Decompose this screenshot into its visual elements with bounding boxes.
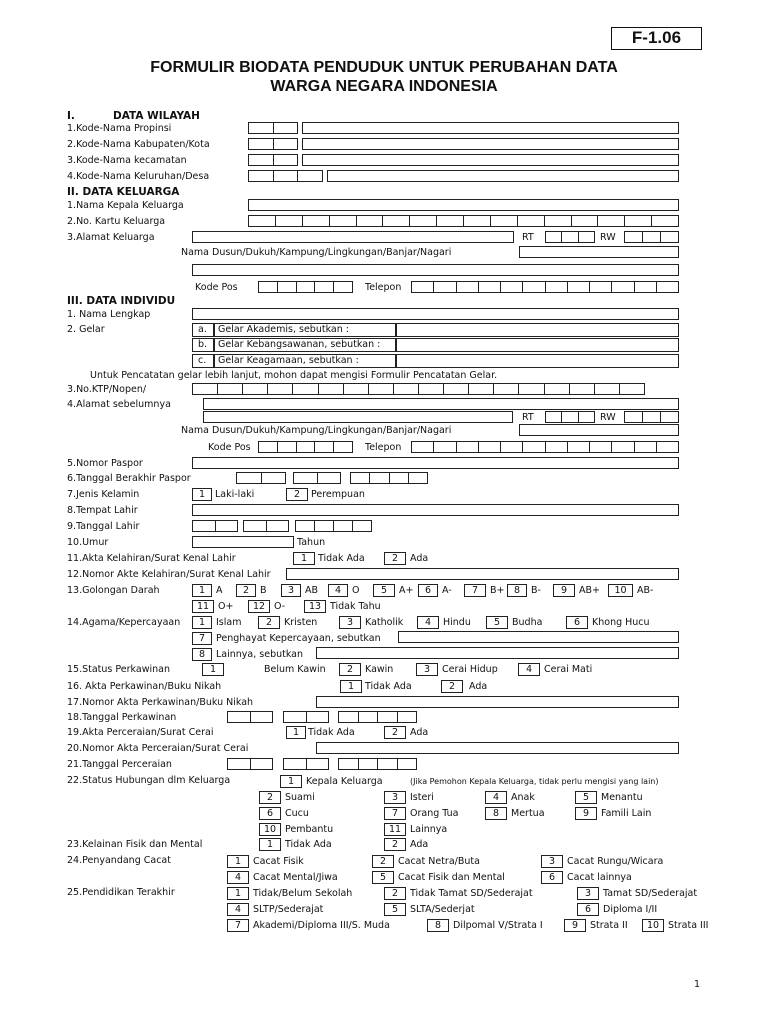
label-rt: RT xyxy=(522,232,534,243)
divider xyxy=(395,354,397,368)
label-kelurahan: 4.Kode-Nama Keluruhan/Desa xyxy=(67,171,210,182)
religion-option-label: Khong Hucu xyxy=(592,617,650,628)
religion-option-label: Penghayat Kepercayaan, sebutkan xyxy=(216,633,381,644)
checkbox-cerai-tidak-ada[interactable]: 1 xyxy=(286,726,306,739)
label-rw: RW xyxy=(600,232,616,243)
input-paspor[interactable] xyxy=(192,457,679,469)
gelar-b-opt: b. xyxy=(198,339,208,350)
relation-option-box[interactable]: 9 xyxy=(575,807,597,820)
input-no-akta-kawin[interactable] xyxy=(316,696,679,708)
divider xyxy=(395,338,397,352)
label-propinsi: 1.Kode-Nama Propinsi xyxy=(67,123,172,134)
education-option-label: Dilpomal V/Strata I xyxy=(453,920,543,931)
label-rw-2: RW xyxy=(600,412,616,423)
label-penyandang-cacat: 24.Penyandang Cacat xyxy=(67,855,171,866)
label-tidak-ada: Tidak Ada xyxy=(318,553,365,564)
input-no-akta-cerai[interactable] xyxy=(316,742,679,754)
code-propinsi[interactable] xyxy=(248,122,298,134)
disability-option-label: Cacat Mental/Jiwa xyxy=(253,872,338,883)
marital-option-box[interactable]: 2 xyxy=(339,663,361,676)
checkbox-akta-ada[interactable]: 2 xyxy=(384,552,406,565)
input-umur[interactable] xyxy=(192,536,294,548)
label-akta-kawin: 16. Akta Perkawinan/Buku Nikah xyxy=(67,681,222,692)
religion-option-box[interactable]: 3 xyxy=(339,616,361,629)
label-alamat-sebelumnya: 4.Alamat sebelumnya xyxy=(67,399,171,410)
disability-option-box[interactable]: 4 xyxy=(227,871,249,884)
input-penghayat[interactable] xyxy=(398,631,679,643)
label-umur: 10.Umur xyxy=(67,537,109,548)
disability-option-box[interactable]: 5 xyxy=(372,871,394,884)
label-tgl-kawin: 18.Tanggal Perkawinan xyxy=(67,712,177,723)
relation-option-box[interactable]: 1 xyxy=(280,775,302,788)
label-cerai-ada: Ada xyxy=(410,727,429,738)
label-tanggal-lahir: 9.Tanggal Lahir xyxy=(67,521,140,532)
checkbox-kawin-tidak-ada[interactable]: 1 xyxy=(340,680,362,693)
input-agama-lainnya[interactable] xyxy=(316,647,679,659)
input-tgl-paspor-dd[interactable] xyxy=(236,472,286,484)
input-nama-lengkap[interactable] xyxy=(192,308,679,320)
name-kabupaten[interactable] xyxy=(302,138,679,150)
marital-option-label: Kawin xyxy=(365,664,394,675)
input-tgl-paspor-mm[interactable] xyxy=(293,472,341,484)
blood-option-box[interactable]: 4 xyxy=(328,584,348,597)
disability-option-box[interactable]: 2 xyxy=(372,855,394,868)
gelar-b-label: Gelar Kebangsawanan, sebutkan : xyxy=(218,339,381,350)
marital-option-box[interactable]: 1 xyxy=(202,663,224,676)
title-line-2: WARGA NEGARA INDONESIA xyxy=(270,78,498,95)
marital-option-label: Belum Kawin xyxy=(264,664,326,675)
religion-option-box[interactable]: 6 xyxy=(566,616,588,629)
disability-option-box[interactable]: 3 xyxy=(541,855,563,868)
input-tempat-lahir[interactable] xyxy=(192,504,679,516)
label-tahun: Tahun xyxy=(297,537,326,548)
disability-option-label: Cacat Fisik xyxy=(253,856,304,867)
blood-option-label: Tidak Tahu xyxy=(330,601,381,612)
label-kodepos: Kode Pos xyxy=(195,282,238,293)
relation-option-label: Anak xyxy=(511,792,535,803)
sec1-title: DATA WILAYAH xyxy=(113,110,200,122)
marital-option-box[interactable]: 3 xyxy=(416,663,438,676)
label-status-perkawinan: 15.Status Perkawinan xyxy=(67,664,170,675)
religion-option-label: Lainnya, sebutkan xyxy=(216,649,304,660)
label-paspor: 5.Nomor Paspor xyxy=(67,458,143,469)
label-ada: Ada xyxy=(410,553,429,564)
blood-option-label: A- xyxy=(442,585,452,596)
label-no-akta-kawin: 17.Nomor Akta Perkawinan/Buku Nikah xyxy=(67,697,254,708)
blood-option-label: B- xyxy=(531,585,541,596)
checkbox-akta-tidak-ada[interactable]: 1 xyxy=(293,552,315,565)
input-dusun-2[interactable] xyxy=(519,424,679,436)
religion-option-box[interactable]: 5 xyxy=(486,616,508,629)
education-option-box[interactable]: 2 xyxy=(384,887,406,900)
label-kawin-ada: Ada xyxy=(469,681,488,692)
religion-option-label: Hindu xyxy=(443,617,471,628)
input-tgl-kawin-dd[interactable] xyxy=(227,711,273,723)
divider xyxy=(213,338,215,352)
blood-option-label: O- xyxy=(274,601,286,612)
label-telepon: Telepon xyxy=(365,282,402,293)
label-alamat-keluarga: 3.Alamat Keluarga xyxy=(67,232,155,243)
relation-option-box[interactable]: 3 xyxy=(384,791,406,804)
marital-option-label: Cerai Mati xyxy=(544,664,593,675)
status-hubungan-note: (Jika Pemohon Kepala Keluarga, tidak perlu mengisi yang lain) xyxy=(410,777,659,786)
label-nama-lengkap: 1. Nama Lengkap xyxy=(67,309,151,320)
label-status-hubungan: 22.Status Hubungan dlm Keluarga xyxy=(67,775,231,786)
relation-option-box[interactable]: 7 xyxy=(384,807,406,820)
disability-option-box[interactable]: 6 xyxy=(541,871,563,884)
relation-option-box[interactable]: 5 xyxy=(575,791,597,804)
input-kepala-keluarga[interactable] xyxy=(248,199,679,211)
input-alamat-lanjut[interactable] xyxy=(192,264,679,276)
label-tempat-lahir: 8.Tempat Lahir xyxy=(67,505,138,516)
label-perempuan: Perempuan xyxy=(311,489,365,500)
education-option-box[interactable]: 7 xyxy=(227,919,249,932)
disability-option-label: Cacat Netra/Buta xyxy=(398,856,480,867)
education-option-box[interactable]: 6 xyxy=(577,903,599,916)
input-tgl-lahir-dd[interactable] xyxy=(192,520,238,532)
label-telepon-2: Telepon xyxy=(365,442,402,453)
education-option-label: Tamat SD/Sederajat xyxy=(603,888,698,899)
relation-option-box[interactable]: 8 xyxy=(485,807,507,820)
divider xyxy=(213,323,215,337)
relation-option-label: Suami xyxy=(285,792,315,803)
label-kodepos-2: Kode Pos xyxy=(208,442,251,453)
religion-option-label: Islam xyxy=(216,617,242,628)
blood-option-label: B xyxy=(260,585,267,596)
label-dusun: Nama Dusun/Dukuh/Kampung/Lingkungan/Banjar/Nagari xyxy=(181,247,452,258)
gelar-note: Untuk Pencatatan gelar lebih lanjut, mohon dapat mengisi Formulir Pencatatan Gelar. xyxy=(90,370,498,381)
code-kecamatan[interactable] xyxy=(248,154,298,166)
relation-option-label: Kepala Keluarga xyxy=(306,776,383,787)
input-tgl-kawin-yyyy[interactable] xyxy=(338,711,417,723)
label-tgl-paspor: 6.Tanggal Berakhir Paspor xyxy=(67,473,191,484)
blood-option-label: AB+ xyxy=(579,585,600,596)
blood-option-label: O+ xyxy=(218,601,234,612)
title-line-1: FORMULIR BIODATA PENDUDUK UNTUK PERUBAHAN DATA xyxy=(150,59,618,76)
relation-option-box[interactable]: 10 xyxy=(259,823,281,836)
education-option-box[interactable]: 4 xyxy=(227,903,249,916)
label-akta-cerai: 19.Akta Perceraian/Surat Cerai xyxy=(67,727,214,738)
religion-option-box[interactable]: 2 xyxy=(258,616,280,629)
checkbox-kawin-ada[interactable]: 2 xyxy=(441,680,463,693)
code-kelurahan[interactable] xyxy=(248,170,323,182)
checkbox-cerai-ada[interactable]: 2 xyxy=(384,726,406,739)
input-tgl-lahir-yyyy[interactable] xyxy=(295,520,372,532)
marital-option-label: Cerai Hidup xyxy=(442,664,498,675)
divider xyxy=(213,354,215,368)
blood-option-box[interactable]: 10 xyxy=(608,584,633,597)
education-option-label: SLTA/Sederjat xyxy=(410,904,475,915)
label-gelar: 2. Gelar xyxy=(67,324,105,335)
gelar-c-opt: c. xyxy=(198,355,207,366)
blood-option-box[interactable]: 6 xyxy=(418,584,438,597)
education-option-label: Akademi/Diploma III/S. Muda xyxy=(253,920,390,931)
name-kelurahan[interactable] xyxy=(327,170,679,182)
relation-option-label: Lainnya xyxy=(410,824,448,835)
name-kecamatan[interactable] xyxy=(302,154,679,166)
input-alamat-keluarga[interactable] xyxy=(192,231,514,243)
input-telepon[interactable] xyxy=(411,281,679,293)
religion-option-label: Kristen xyxy=(284,617,318,628)
blood-option-label: A+ xyxy=(399,585,414,596)
label-cerai-tidak-ada: Tidak Ada xyxy=(308,727,355,738)
religion-option-box[interactable]: 7 xyxy=(192,632,212,645)
input-tgl-kawin-mm[interactable] xyxy=(283,711,329,723)
religion-option-label: Budha xyxy=(512,617,543,628)
label-kepala-keluarga: 1.Nama Kepala Keluarga xyxy=(67,200,184,211)
input-ktp[interactable] xyxy=(192,383,645,395)
input-kodepos-2[interactable] xyxy=(258,441,353,453)
relation-option-box[interactable]: 11 xyxy=(384,823,406,836)
label-no-kk: 2.No. Kartu Keluarga xyxy=(67,216,166,227)
label-no-akte-lahir: 12.Nomor Akte Kelahiran/Surat Kenal Lahir xyxy=(67,569,271,580)
name-propinsi[interactable] xyxy=(302,122,679,134)
label-rt-2: RT xyxy=(522,412,534,423)
relation-option-label: Famili Lain xyxy=(601,808,652,819)
education-option-label: Diploma I/II xyxy=(603,904,658,915)
blood-option-label: O xyxy=(352,585,360,596)
religion-option-box[interactable]: 1 xyxy=(192,616,212,629)
education-option-label: Tidak Tamat SD/Sederajat xyxy=(410,888,533,899)
sec3-title: III. DATA INDIVIDU xyxy=(67,295,176,307)
relation-option-label: Cucu xyxy=(285,808,309,819)
marital-option-box[interactable]: 4 xyxy=(518,663,540,676)
disability-option-label: Cacat Fisik dan Mental xyxy=(398,872,505,883)
blood-option-label: AB- xyxy=(637,585,654,596)
education-option-box[interactable]: 9 xyxy=(564,919,586,932)
blood-option-label: B+ xyxy=(490,585,505,596)
label-pendidikan: 25.Pendidikan Terakhir xyxy=(67,887,175,898)
gelar-c-label: Gelar Keagamaan, sebutkan : xyxy=(218,355,359,366)
relation-option-label: Menantu xyxy=(601,792,643,803)
input-alamat-sebelumnya-2[interactable] xyxy=(203,411,513,423)
religion-option-box[interactable]: 4 xyxy=(417,616,439,629)
code-kabupaten[interactable] xyxy=(248,138,298,150)
label-laki: Laki-laki xyxy=(215,489,255,500)
label-kelainan: 23.Kelainan Fisik dan Mental xyxy=(67,839,203,850)
input-rw-2[interactable] xyxy=(624,411,679,423)
input-telepon-2[interactable] xyxy=(411,441,679,453)
input-tgl-cerai-dd[interactable] xyxy=(227,758,273,770)
relation-option-label: Mertua xyxy=(511,808,545,819)
education-option-box[interactable]: 3 xyxy=(577,887,599,900)
input-alamat-sebelumnya[interactable] xyxy=(203,398,679,410)
blood-option-label: A xyxy=(216,585,223,596)
label-no-akta-cerai: 20.Nomor Akta Perceraian/Surat Cerai xyxy=(67,743,249,754)
relation-option-label: Orang Tua xyxy=(410,808,459,819)
blood-option-box[interactable]: 1 xyxy=(192,584,212,597)
divider xyxy=(395,323,397,337)
disability-option-label: Cacat lainnya xyxy=(567,872,632,883)
label-kelainan-ada: Ada xyxy=(410,839,429,850)
label-akta-lahir: 11.Akta Kelahiran/Surat Kenal Lahir xyxy=(67,553,236,564)
religion-option-box[interactable]: 8 xyxy=(192,648,212,661)
label-kawin-tidak-ada: Tidak Ada xyxy=(365,681,412,692)
input-rt[interactable] xyxy=(545,231,595,243)
relation-option-label: Isteri xyxy=(410,792,434,803)
input-tgl-lahir-mm[interactable] xyxy=(243,520,289,532)
label-tgl-cerai: 21.Tanggal Perceraian xyxy=(67,759,172,770)
label-kecamatan: 3.Kode-Nama kecamatan xyxy=(67,155,187,166)
blood-option-box[interactable]: 2 xyxy=(236,584,256,597)
blood-option-box[interactable]: 5 xyxy=(373,584,395,597)
education-option-box[interactable]: 8 xyxy=(427,919,449,932)
form-title xyxy=(60,58,708,96)
input-dusun[interactable] xyxy=(519,246,679,258)
blood-option-box[interactable]: 7 xyxy=(464,584,486,597)
education-option-box[interactable]: 10 xyxy=(642,919,664,932)
checkbox-kelainan-tidak-ada[interactable]: 1 xyxy=(259,838,281,851)
label-dusun-2: Nama Dusun/Dukuh/Kampung/Lingkungan/Banjar/Nagari xyxy=(181,425,452,436)
input-no-kk[interactable] xyxy=(248,215,679,227)
label-golongan-darah: 13.Golongan Darah xyxy=(67,585,160,596)
gelar-a-label: Gelar Akademis, sebutkan : xyxy=(218,324,349,335)
input-tgl-cerai-yyyy[interactable] xyxy=(338,758,417,770)
label-ktp: 3.No.KTP/Nopen/ xyxy=(67,384,147,395)
disability-option-box[interactable]: 1 xyxy=(227,855,249,868)
blood-option-box[interactable]: 3 xyxy=(281,584,301,597)
education-option-label: Tidak/Belum Sekolah xyxy=(253,888,353,899)
page-number: 1 xyxy=(694,979,701,990)
input-no-akte-lahir[interactable] xyxy=(286,568,679,580)
form-code: F-1.06 xyxy=(611,27,702,50)
religion-option-label: Katholik xyxy=(365,617,404,628)
education-option-label: SLTP/Sederajat xyxy=(253,904,324,915)
education-option-label: Strata III xyxy=(668,920,709,931)
label-kabupaten: 2.Kode-Nama Kabupaten/Kota xyxy=(67,139,210,150)
education-option-label: Strata II xyxy=(590,920,628,931)
education-option-box[interactable]: 1 xyxy=(227,887,249,900)
checkbox-perempuan[interactable]: 2 xyxy=(286,488,308,501)
relation-option-label: Pembantu xyxy=(285,824,334,835)
blood-option-box[interactable]: 8 xyxy=(507,584,527,597)
checkbox-laki[interactable]: 1 xyxy=(192,488,212,501)
blood-option-box[interactable]: 9 xyxy=(553,584,575,597)
blood-option-box[interactable]: 11 xyxy=(192,600,214,613)
input-rt-2[interactable] xyxy=(545,411,595,423)
blood-option-box[interactable]: 12 xyxy=(248,600,270,613)
label-agama: 14.Agama/Kepercayaan xyxy=(67,617,181,628)
gelar-a-opt: a. xyxy=(198,324,207,335)
label-kelainan-tidak-ada: Tidak Ada xyxy=(285,839,332,850)
sec2-title: II. DATA KELUARGA xyxy=(67,186,180,198)
relation-option-box[interactable]: 4 xyxy=(485,791,507,804)
relation-option-box[interactable]: 2 xyxy=(259,791,281,804)
sec1-num: I. xyxy=(67,110,75,122)
input-tgl-paspor-yyyy[interactable] xyxy=(350,472,428,484)
relation-option-box[interactable]: 6 xyxy=(259,807,281,820)
checkbox-kelainan-ada[interactable]: 2 xyxy=(384,838,406,851)
blood-option-label: AB xyxy=(305,585,319,596)
input-tgl-cerai-mm[interactable] xyxy=(283,758,329,770)
label-jenis-kelamin: 7.Jenis Kelamin xyxy=(67,489,140,500)
blood-option-box[interactable]: 13 xyxy=(304,600,326,613)
disability-option-label: Cacat Rungu/Wicara xyxy=(567,856,664,867)
input-rw[interactable] xyxy=(624,231,679,243)
education-option-box[interactable]: 5 xyxy=(384,903,406,916)
input-kodepos[interactable] xyxy=(258,281,353,293)
